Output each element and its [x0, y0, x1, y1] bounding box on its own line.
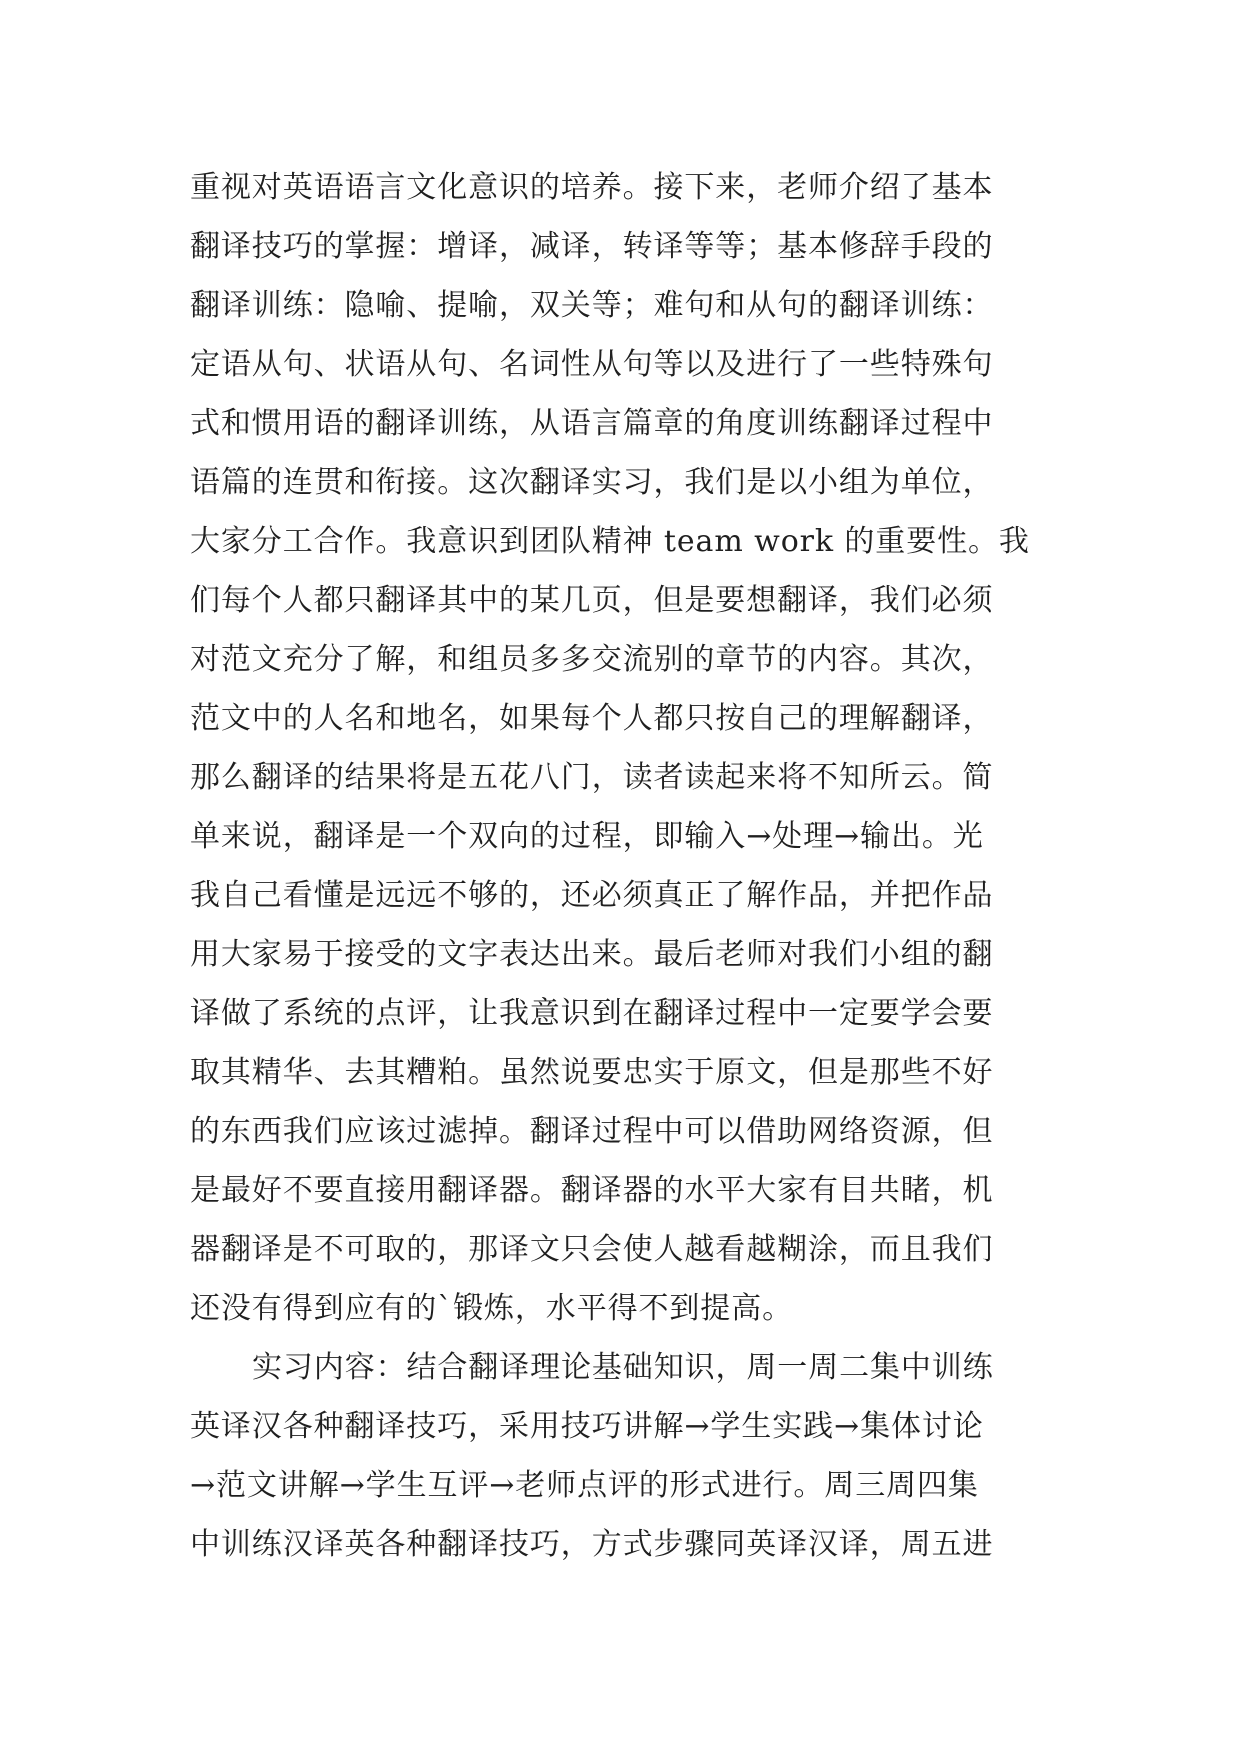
text-line: 用大家易于接受的文字表达出来。最后老师对我们小组的翻 — [190, 937, 994, 972]
text-line: 们每个人都只翻译其中的某几页，但是要想翻译，我们必须 — [190, 583, 994, 618]
text-line: 式和惯用语的翻译训练，从语言篇章的角度训练翻译过程中 — [190, 406, 994, 441]
text-line: 译做了系统的点评，让我意识到在翻译过程中一定要学会要 — [190, 996, 994, 1031]
text-line: 对范文充分了解，和组员多多交流别的章节的内容。其次， — [190, 642, 994, 677]
text-line: 中训练汉译英各种翻译技巧，方式步骤同英译汉译，周五进 — [190, 1527, 994, 1562]
text-line: 定语从句、状语从句、名词性从句等以及进行了一些特殊句 — [190, 347, 994, 382]
text-line: 器翻译是不可取的，那译文只会使人越看越糊涂，而且我们 — [190, 1232, 994, 1267]
text-line: →范文讲解→学生互评→老师点评的形式进行。周三周四集 — [190, 1468, 979, 1503]
text-line: 翻译训练：隐喻、提喻，双关等；难句和从句的翻译训练： — [190, 288, 994, 323]
text-line: 我自己看懂是远远不够的，还必须真正了解作品，并把作品 — [190, 878, 994, 913]
text-line: 取其精华、去其糟粕。虽然说要忠实于原文，但是那些不好 — [190, 1055, 994, 1090]
text-line: 大家分工合作。我意识到团队精神 team work 的重要性。我 — [190, 524, 1030, 559]
paragraph — [190, 158, 1070, 1338]
text-line: 是最好不要直接用翻译器。翻译器的水平大家有目共睹，机 — [190, 1173, 994, 1208]
text-line: 的东西我们应该过滤掉。翻译过程中可以借助网络资源，但 — [190, 1114, 994, 1149]
text-line: 语篇的连贯和衔接。这次翻译实习，我们是以小组为单位， — [190, 465, 994, 500]
paragraph — [190, 1338, 1070, 1574]
text-line: 重视对英语语言文化意识的培养。接下来，老师介绍了基本 — [190, 170, 994, 205]
text-line: 翻译技巧的掌握：增译，减译，转译等等；基本修辞手段的 — [190, 229, 994, 264]
text-line: 那么翻译的结果将是五花八门，读者读起来将不知所云。简 — [190, 760, 994, 795]
text-line: 实习内容：结合翻译理论基础知识，周一周二集中训练 — [252, 1350, 994, 1385]
text-line: 范文中的人名和地名，如果每个人都只按自己的理解翻译， — [190, 701, 994, 736]
text-line: 单来说，翻译是一个双向的过程，即输入→处理→输出。光 — [190, 819, 984, 854]
body-text — [190, 158, 1070, 1574]
text-line: 还没有得到应有的`锻炼，水平得不到提高。 — [190, 1291, 793, 1326]
text-line: 英译汉各种翻译技巧，采用技巧讲解→学生实践→集体讨论 — [190, 1409, 984, 1444]
